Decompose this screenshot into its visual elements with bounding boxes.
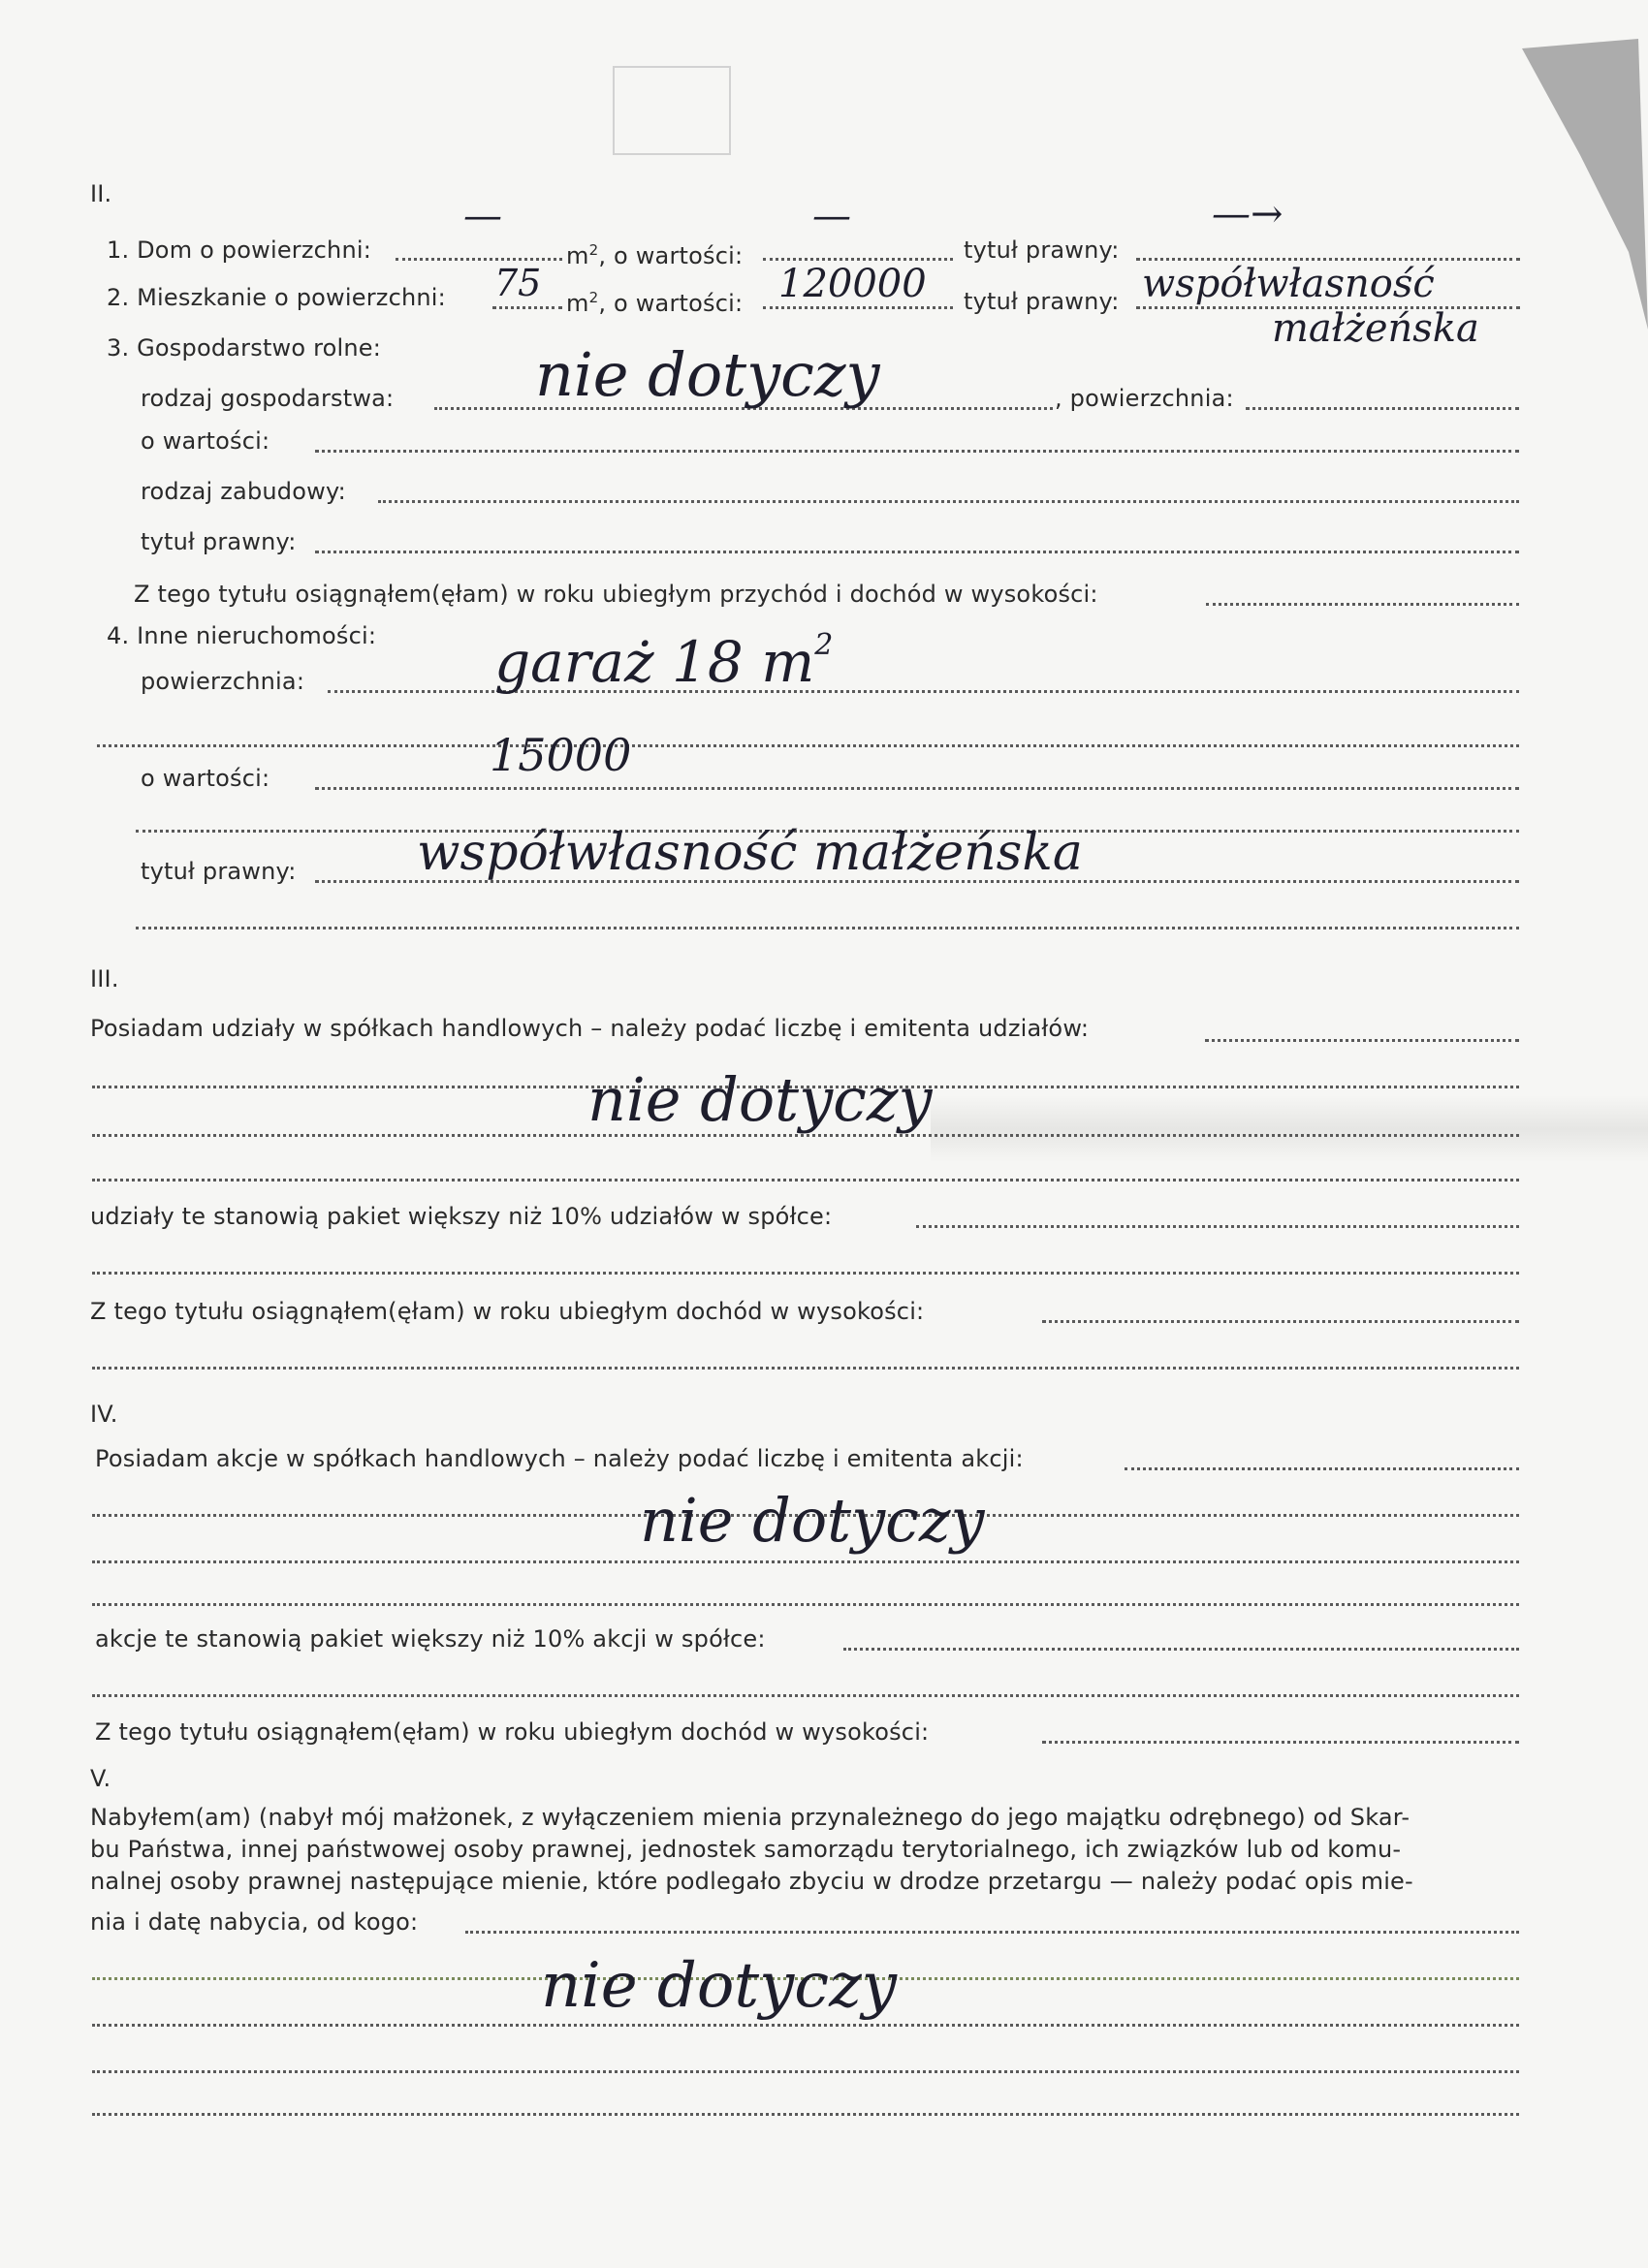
other-title-label: tytuł prawny: xyxy=(141,858,297,885)
house-title-label: tytuł prawny: xyxy=(964,236,1120,264)
acquisition-text-line3: nalnej osoby prawnej następujące mienie, które podlegało zbyciu w drodze przetargu — należy podać opis mie- xyxy=(90,1868,1413,1895)
farm-value-label: o wartości: xyxy=(141,427,270,455)
farm-handwritten: nie dotyczy xyxy=(535,339,880,410)
other-title-extra-line[interactable] xyxy=(136,927,1519,929)
farm-income-line[interactable] xyxy=(1206,603,1519,606)
flat-area-unit: $m^2$, o wartości: xyxy=(566,289,744,317)
house-label: 1. Dom o powierzchni: xyxy=(107,236,372,264)
shares-handwritten: nie dotyczy xyxy=(587,1064,933,1135)
shares-income-line[interactable] xyxy=(1042,1320,1519,1323)
other-area-label: powierzchnia: xyxy=(141,668,305,695)
house-value-line[interactable] xyxy=(763,258,953,261)
acquisition-handwritten: nie dotyczy xyxy=(541,1950,897,2022)
acquisition-text-line4: nia i datę nabycia, od kogo: xyxy=(90,1908,419,1936)
shares-label: Posiadam udziały w spółkach handlowych – należy podać liczbę i emitenta udziałów: xyxy=(90,1015,1090,1042)
flat-title-value-line1: współwłasność xyxy=(1142,262,1435,306)
torn-corner xyxy=(1512,39,1648,330)
other-value-label: o wartości: xyxy=(141,765,270,792)
flat-title-value-line2: małżeńska xyxy=(1272,306,1479,351)
flat-value-value: 120000 xyxy=(778,262,927,306)
shares-package-label: udziały te stanowią pakiet większy niż 10% udziałów w spółce: xyxy=(90,1203,833,1230)
shares-income-label: Z tego tytułu osiągnąłem(ęłam) w roku ubiegłym dochód w wysokości: xyxy=(90,1298,925,1325)
stocks-package-label: akcje te stanowią pakiet większy niż 10% akcji w spółce: xyxy=(95,1625,766,1653)
house-title-value: —→ xyxy=(1212,192,1284,236)
section-heading-v: V. xyxy=(90,1765,111,1792)
flat-label: 2. Mieszkanie o powierzchni: xyxy=(107,284,446,311)
other-value-top-line[interactable] xyxy=(97,744,1519,747)
shares-line-3[interactable] xyxy=(92,1179,1519,1181)
scan-shadow-band xyxy=(931,1095,1648,1163)
acquisition-line-4[interactable] xyxy=(92,2113,1519,2116)
stocks-income-label: Z tego tytułu osiągnąłem(ęłam) w roku ubiegłym dochód w wysokości: xyxy=(95,1718,930,1746)
stocks-package-line-2[interactable] xyxy=(92,1694,1519,1697)
stocks-income-line[interactable] xyxy=(1042,1741,1519,1744)
other-property-label: 4. Inne nieruchomości: xyxy=(107,622,377,649)
shares-line-0[interactable] xyxy=(1205,1039,1519,1042)
flat-title-label: tytuł prawny: xyxy=(964,288,1120,315)
house-area-unit: $m^2$, o wartości: xyxy=(566,241,744,269)
other-title-value: współwłasność małżeńska xyxy=(417,824,1083,882)
farm-area-line[interactable] xyxy=(1246,407,1519,410)
other-area-value: garaż 18 $m^2$ xyxy=(494,628,834,695)
shares-package-line[interactable] xyxy=(916,1225,1519,1228)
farm-title-line[interactable] xyxy=(315,551,1519,553)
stocks-package-line[interactable] xyxy=(843,1648,1519,1651)
acquisition-line-2[interactable] xyxy=(92,2024,1519,2027)
farm-building-line[interactable] xyxy=(378,500,1519,503)
section-heading-iv: IV. xyxy=(90,1401,118,1428)
farm-title-label: tytuł prawny: xyxy=(141,528,297,555)
acquisition-text-line2: bu Państwa, innej państwowej osoby prawnej, jednostek samorządu terytorialnego, ich związków lub od komu- xyxy=(90,1836,1402,1863)
acquisition-line-0[interactable] xyxy=(465,1931,1519,1934)
shares-package-line-2[interactable] xyxy=(92,1272,1519,1275)
farm-label: 3. Gospodarstwo rolne: xyxy=(107,334,382,362)
farm-income-label: Z tego tytułu osiągnąłem(ęłam) w roku ubiegłym przychód i dochód w wysokości: xyxy=(134,581,1098,608)
flat-value-line[interactable] xyxy=(763,306,953,309)
stocks-label: Posiadam akcje w spółkach handlowych – należy podać liczbę i emitenta akcji: xyxy=(95,1445,1024,1472)
section-heading-ii: II. xyxy=(90,180,112,207)
other-value-value: 15000 xyxy=(490,729,632,781)
stocks-line-3[interactable] xyxy=(92,1603,1519,1606)
stocks-handwritten: nie dotyczy xyxy=(640,1485,985,1556)
stocks-line-2[interactable] xyxy=(92,1560,1519,1563)
acquisition-text-line1: Nabyłem(am) (nabył mój małżonek, z wyłączeniem mienia przynależnego do jego majątku odrębnego) od Skar- xyxy=(90,1804,1410,1831)
house-title-line[interactable] xyxy=(1136,258,1520,261)
farm-building-label: rodzaj zabudowy: xyxy=(141,478,346,505)
shares-income-line-2[interactable] xyxy=(92,1367,1519,1370)
farm-value-line[interactable] xyxy=(315,450,1519,453)
acquisition-line-3[interactable] xyxy=(92,2070,1519,2073)
flat-area-value: 75 xyxy=(494,262,542,304)
farm-area-label: , powierzchnia: xyxy=(1055,385,1234,412)
other-value-line[interactable] xyxy=(315,787,1519,790)
farm-type-label: rodzaj gospodarstwa: xyxy=(141,385,395,412)
flat-area-line[interactable] xyxy=(492,306,562,309)
house-value-value: — xyxy=(812,194,851,238)
stocks-line-0[interactable] xyxy=(1125,1467,1519,1470)
show-through-stamp xyxy=(613,66,731,155)
house-area-value: — xyxy=(463,194,502,238)
house-area-line[interactable] xyxy=(396,258,562,261)
section-heading-iii: III. xyxy=(90,965,119,992)
